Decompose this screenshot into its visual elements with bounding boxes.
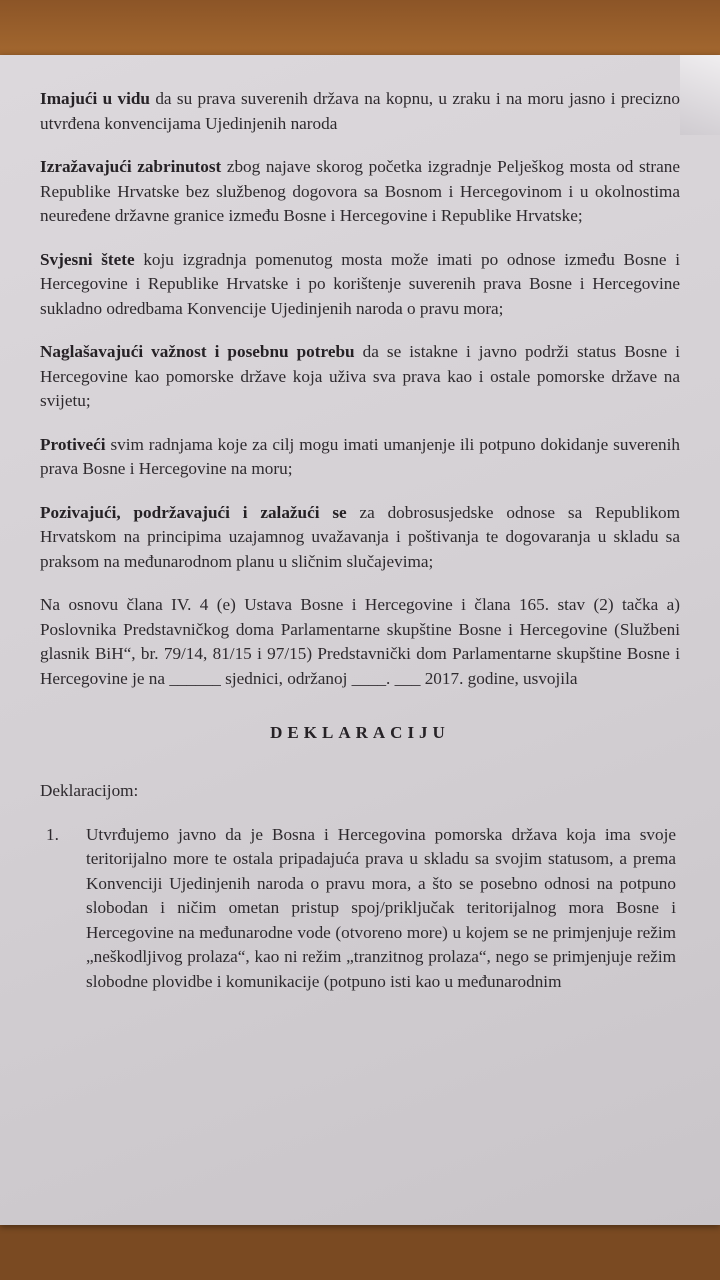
paragraph-text: da se istakne i javno podrži status Bosne i Hercegovine kao pomorske države koja uživa sva prava kao i ostale pomorske države na svijetu; — [40, 342, 680, 410]
paragraph-text: svim radnjama koje za cilj mogu imati umanjenje ili potpuno dokidanje suverenih prava Bosne i Hercegovine na moru; — [40, 434, 680, 478]
declaration-intro: Deklaracijom: — [40, 781, 139, 800]
paragraph-text: zbog najave skorog početka izgradnje Pelješkog mosta od strane Republike Hrvatske bez službenog dogovora sa Bosnom i Hercegovinom i u okolnostima neuređene državne granice između Bosne i Hercegovine i Republike Hrvatske; — [40, 157, 680, 225]
paragraph-preamble-2 — [40, 155, 680, 229]
paragraph-preamble-4 — [40, 340, 680, 414]
document-page — [0, 55, 720, 1225]
paragraph-preamble-6 — [40, 501, 680, 575]
paragraph-preamble-1 — [40, 87, 680, 136]
bold-lead: Svjesni štete — [40, 249, 135, 269]
paragraph-preamble-5 — [40, 433, 680, 482]
legal-basis-paragraph: Na osnovu člana IV. 4 (e) Ustava Bosne i Hercegovine i člana 165. stav (2) tačka a) Poslovnika Predstavničkog doma Parlamentarne skupštine Bosne i Hercegovine (Službeni glasnik BiH“, br. 79/14, 81/15 i 97/15) Predstavnički dom Parlamentarne skupštine Bosne i Hercegovine je na ______ sjednici, održanoj ____. ___ 2017. godine, usvojila — [40, 595, 680, 688]
bold-lead: Imajući u vidu — [40, 89, 150, 108]
bold-lead: Pozivajući, podržavajući i zalažući se — [40, 502, 347, 522]
item-text: Utvrđujemo javno da je Bosna i Hercegovina pomorska država koja ima svoje teritorijalno more te ostala pripadajuća prava u skladu sa svojim statusom, a prema Konvenciji Ujedinjenih naroda o pravu mora, a što se posebno odnosi na potpuno slobodan i ničim ometan pristup spoj/priključak teritorijalnog mora Bosne i Hercegovine na međunarodne vode (otvoreno more) u kojem se ne primjenjuje režim „neškodljivog prolaza“, kao ni režim „tranzitnog prolaza“, nego se primjenjuje režim slobodne plovidbe i komunikacije (potpuno isti kao u međunarodnim — [86, 824, 676, 991]
bold-lead: Protiveći — [40, 434, 106, 454]
paragraph-preamble-3 — [40, 248, 680, 322]
paragraph-text: da su prava suverenih država na kopnu, u zraku i na moru jasno i precizno utvrđena konvencijama Ujedinjenih naroda — [40, 89, 680, 133]
declaration-item — [46, 823, 676, 995]
bold-lead: Izražavajući zabrinutost — [40, 157, 222, 176]
paragraph-text: koju izgradnja pomenutog mosta može imati po odnose između Bosne i Hercegovine i Republike Hrvatske i po korištenje suverenih prava Bosne i Hercegovine sukladno odredbama Konvencije Ujedinjenih naroda o pravu mora; — [40, 249, 680, 318]
item-number: 1. — [46, 824, 59, 844]
declaration-heading: DEKLARACIJU — [270, 723, 450, 742]
bold-lead: Naglašavajući važnost i posebnu potrebu — [40, 342, 355, 361]
paragraph-text: za dobrosusjedske odnose sa Republikom Hrvatskom na principima uzajamnog uvažavanja i poštivanja te dogovaranja u skladu sa praksom na međunarodnom planu u sličnim slučajevima; — [40, 502, 680, 571]
next-page-corner — [680, 55, 720, 135]
